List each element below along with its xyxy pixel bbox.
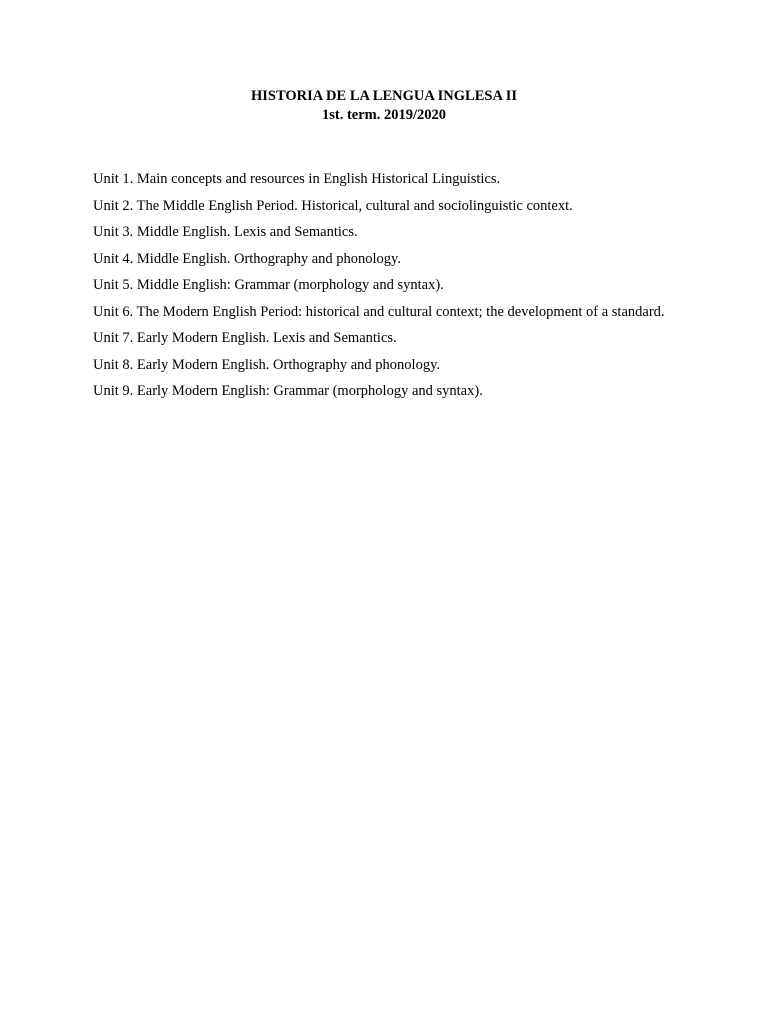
unit-item-2: Unit 2. The Middle English Period. Historical, cultural and sociolinguistic context. (93, 197, 573, 214)
document-header (0, 87, 768, 125)
document-subtitle: 1st. term. 2019/2020 (321, 107, 447, 123)
unit-item-8: Unit 8. Early Modern English. Orthography and phonology. (93, 356, 441, 373)
document-title: HISTORIA DE LA LENGUA INGLESA II (250, 88, 518, 104)
unit-item-4: Unit 4. Middle English. Orthography and phonology. (93, 250, 401, 267)
unit-item-5: Unit 5. Middle English: Grammar (morphology and syntax). (93, 277, 444, 293)
unit-item-1: Unit 1. Main concepts and resources in English Historical Linguistics. (93, 171, 501, 187)
unit-item-9: Unit 9. Early Modern English: Grammar (morphology and syntax). (93, 383, 483, 399)
unit-list (93, 166, 683, 405)
unit-item-6: Unit 6. The Modern English Period: historical and cultural context; the development of a standard. (93, 303, 665, 320)
unit-item-3: Unit 3. Middle English. Lexis and Semantics. (93, 224, 358, 240)
unit-item-7: Unit 7. Early Modern English. Lexis and Semantics. (93, 330, 397, 346)
